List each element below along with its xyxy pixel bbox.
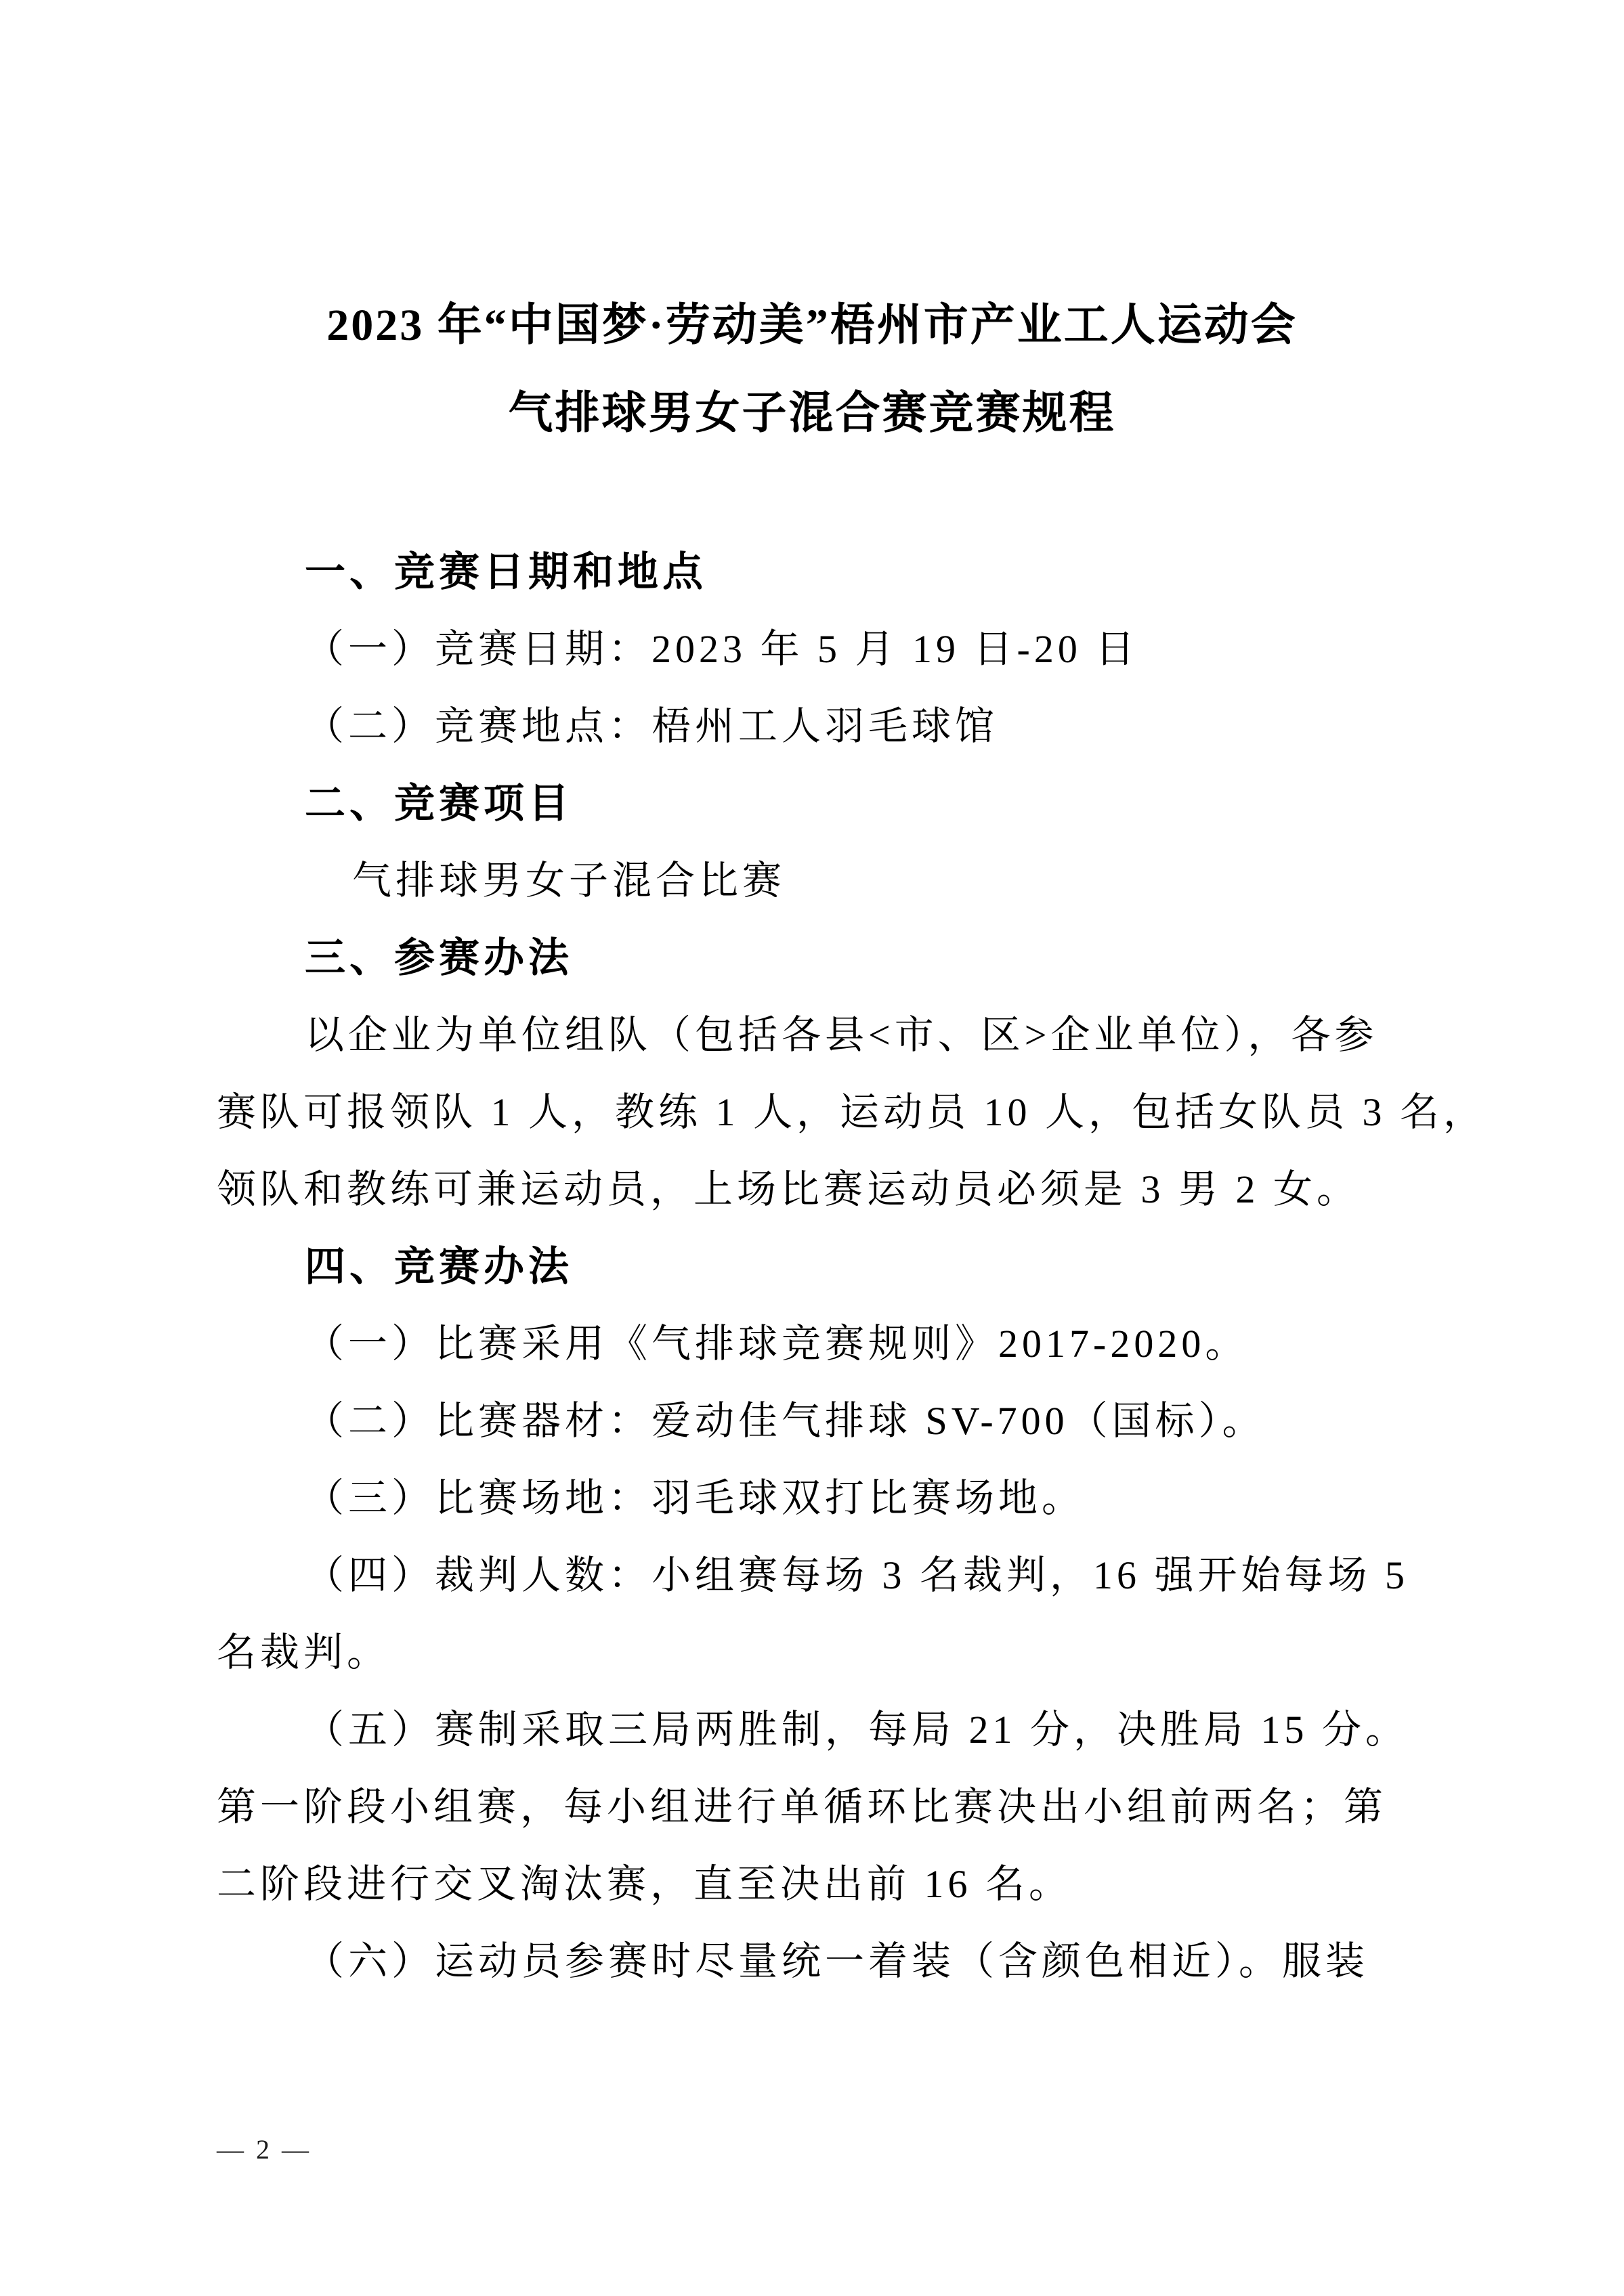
- para-rules-adopted: （一）比赛采用《气排球竞赛规则》2017-2020。: [305, 1322, 1249, 1366]
- para-court: （三）比赛场地：羽毛球双打比赛场地。: [305, 1476, 1086, 1520]
- para-referees-line1: （四）裁判人数：小组赛每场 3 名裁判，16 强开始每场 5: [305, 1553, 1409, 1597]
- para-format-line2: 第一阶段小组赛，每小组进行单循环比赛决出小组前两名；第: [217, 1785, 1388, 1829]
- para-uniform-line1: （六）运动员参赛时尽量统一着装（含颜色相近）。服装: [305, 1939, 1369, 1983]
- section-heading-dates-venue: 一、竞赛日期和地点: [305, 549, 707, 594]
- para-event-item: 气排球男女子混合比赛: [352, 859, 786, 903]
- para-referees-line2: 名裁判。: [217, 1630, 391, 1674]
- section-heading-entry: 三、参赛办法: [305, 935, 573, 980]
- section-heading-events: 二、竞赛项目: [305, 781, 573, 826]
- page-number: — 2 —: [217, 2134, 312, 2165]
- title-line-1: 2023 年“中国梦·劳动美”梧州市产业工人运动会: [326, 301, 1298, 350]
- para-competition-venue: （二）竞赛地点：梧州工人羽毛球馆: [305, 704, 999, 748]
- para-format-line3: 二阶段进行交叉淘汰赛，直至决出前 16 名。: [217, 1862, 1073, 1906]
- para-entry-method-line2: 赛队可报领队 1 人，教练 1 人，运动员 10 人，包括女队员 3 名，: [217, 1090, 1487, 1134]
- document-title: [0, 282, 1624, 458]
- section-heading-rules: 四、竞赛办法: [305, 1244, 573, 1289]
- title-line-2: 气排球男女子混合赛竞赛规程: [508, 389, 1116, 438]
- para-format-line1: （五）赛制采取三局两胜制，每局 21 分，决胜局 15 分。: [305, 1708, 1409, 1752]
- para-entry-method-line1: 以企业为单位组队（包括各县<市、区>企业单位），各参: [305, 1013, 1378, 1057]
- para-entry-method-line3: 领队和教练可兼运动员，上场比赛运动员必须是 3 男 2 女。: [217, 1167, 1361, 1211]
- para-competition-date: （一）竞赛日期：2023 年 5 月 19 日-20 日: [305, 627, 1139, 671]
- document-body: [217, 534, 1487, 2000]
- para-equipment: （二）比赛器材：爱动佳气排球 SV-700（国标）。: [305, 1399, 1266, 1443]
